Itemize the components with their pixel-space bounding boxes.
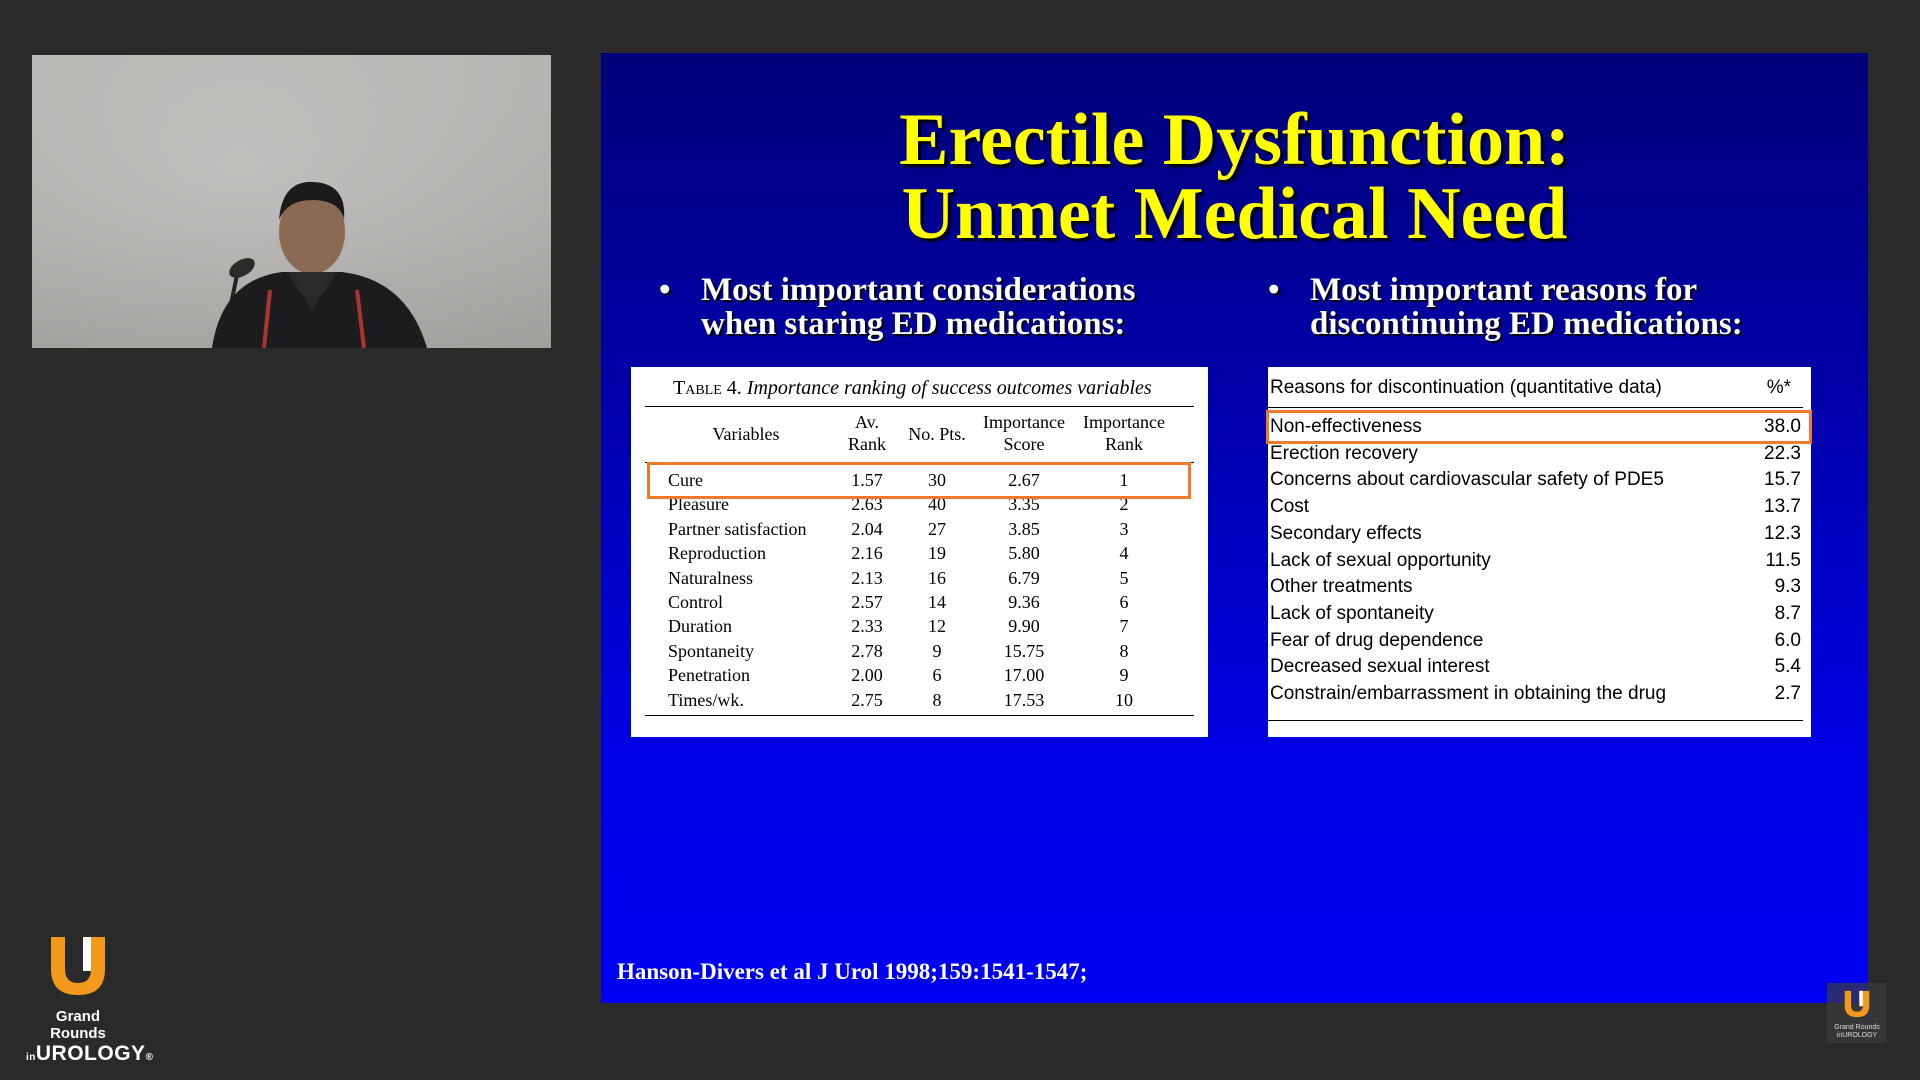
header-text: Av. [855,412,879,432]
reasons-row-label: Fear of drug dependence [1270,629,1484,651]
table4-cell-rank: 10 [1115,689,1133,710]
table4-cell-rank: 6 [1119,592,1129,612]
reasons-row-label: Decreased sexual interest [1270,656,1490,678]
logo-line2 [26,1042,154,1066]
table4-rule-top [645,406,1194,407]
bullet-dot: • [659,272,671,308]
table4-cell-variable: Spontaneity [668,640,754,661]
reasons-row [1268,576,1811,602]
reasons-row [1268,496,1811,522]
reasons-row [1268,656,1811,682]
reasons-row [1268,550,1811,576]
table4-cell-rank: 2 [1119,494,1129,515]
table4-cell-rank: 4 [1119,543,1129,564]
table4-cell-score: 5.80 [1008,543,1040,564]
reasons-row-value: 22.3 [1764,442,1801,464]
table4-cell-variable: Times/wk. [668,689,744,710]
table4-caption [673,377,1152,400]
table4-header-av-rank [837,411,897,455]
reasons-row-value: 9.3 [1774,576,1801,598]
table4-rule-bottom [645,715,1194,716]
table4-row [631,568,1208,592]
table4-row [631,690,1208,714]
table4-cell-no-pts: 16 [928,567,946,588]
table4-cell-no-pts: 30 [928,470,946,490]
reasons-header [1268,377,1811,401]
table4-cell-variable: Reproduction [668,543,766,564]
table4-cell-score: 6.79 [1008,567,1040,588]
table4-cell-variable: Naturalness [668,567,753,588]
table4-cell-av-rank: 2.04 [851,518,883,539]
reasons-row-value: 13.7 [1764,496,1801,518]
reasons-row-label: Concerns about cardiovascular safety of PDE5 [1270,469,1664,491]
bullet-right-line1: Most important reasons for [1310,272,1698,308]
watermark-urology: UROLOGY [1842,1032,1878,1039]
table4-cell-rank: 8 [1119,640,1129,661]
reasons-header-value: %* [1766,377,1791,398]
table4-cell-av-rank: 2.78 [851,640,883,661]
table4-row [631,543,1208,567]
header-text: Rank [1105,434,1143,454]
table4-cell-variable: Control [668,592,724,612]
table4-cell-variable: Cure [668,470,703,490]
logo-mark: ® [145,1052,154,1063]
speaker-silhouette [192,180,442,348]
table4-cell-rank: 7 [1119,616,1129,637]
u-logo-icon-small [1842,989,1872,1019]
table4-cell-variable: Partner satisfaction [668,518,807,539]
table4-cell-score: 2.67 [1008,470,1040,490]
reasons-header-label: Reasons for discontinuation (quantitative data) [1270,377,1662,398]
table4-row [631,616,1208,640]
table4-row [631,641,1208,665]
table4-cell-variable: Duration [668,616,732,637]
grand-rounds-logo [26,933,154,1066]
header-text: Importance [1083,412,1165,432]
table4-cell-no-pts: 12 [928,616,946,637]
reasons-row-label: Cost [1270,496,1310,518]
reasons-row-value: 11.5 [1765,549,1801,571]
reasons-row [1268,523,1811,549]
table4-cell-av-rank: 2.57 [851,592,883,612]
watermark-line2 [1827,1032,1887,1040]
reasons-row-label: Lack of spontaneity [1270,602,1434,624]
reasons-row-value: 5.4 [1774,656,1801,678]
header-text: Importance [983,412,1065,432]
reasons-row-value: 8.7 [1774,602,1801,624]
bullet-left-line2: when staring ED medications: [701,306,1126,342]
table4-cell-no-pts: 9 [932,640,942,661]
table4-cell-av-rank: 2.00 [851,665,883,686]
table4-cell-av-rank: 2.33 [851,616,883,637]
table4-cell-no-pts: 8 [932,689,942,710]
table4-cell-rank: 9 [1119,665,1129,686]
reasons-row-value: 15.7 [1764,469,1801,491]
table4-cell-no-pts: 6 [932,665,942,686]
reasons-row-label: Erection recovery [1270,442,1418,464]
table4-importance-ranking [631,367,1208,737]
highlight-box-cure [647,462,1191,499]
table4-cell-variable: Penetration [668,665,750,686]
highlight-box-non-effectiveness [1266,410,1812,444]
reasons-row [1268,469,1811,495]
reasons-row-label: Constrain/embarrassment in obtaining the drug [1270,683,1667,704]
table4-cell-no-pts: 14 [928,592,946,612]
u-logo-icon [45,933,111,999]
table4-row [631,592,1208,616]
table4-header-variables: Variables [712,424,780,444]
slide-title-line1: Erectile Dysfunction: [899,99,1570,181]
table4-row [631,519,1208,543]
reasons-rule-bottom [1268,720,1803,721]
table4-cell-variable: Pleasure [668,494,729,515]
webcam-video [32,55,551,348]
reasons-row-value: 38.0 [1764,416,1801,437]
bullet-left-line1: Most important considerations [701,272,1136,308]
table4-cell-av-rank: 2.16 [851,543,883,564]
table4-caption-label: Table 4. [673,377,742,399]
table4-cell-no-pts: 19 [928,543,946,564]
table4-cell-rank: 1 [1119,470,1129,490]
table4-cell-rank: 3 [1119,518,1129,539]
table4-cell-no-pts: 27 [928,518,946,539]
table4-cell-av-rank: 2.75 [851,689,883,710]
header-text: Rank [848,434,886,454]
table4-cell-no-pts: 40 [928,494,946,515]
slide-title [601,99,1868,255]
slide-citation: Hanson-Divers et al J Urol 1998;159:1541-1547; [617,959,1088,984]
table4-cell-score: 3.85 [1008,518,1040,539]
table4-cell-score: 9.90 [1008,616,1040,637]
slide-title-line2: Unmet Medical Need [901,173,1568,255]
reasons-row [1268,683,1811,709]
reasons-row [1268,630,1811,656]
watermark-logo [1827,983,1887,1043]
watermark-prefix: in [1836,1032,1843,1039]
table4-header-no-pts: No. Pts. [908,424,966,444]
table4-caption-text: Importance ranking of success outcomes variables [746,377,1152,399]
bullet-right-line2: discontinuing ED medications: [1310,306,1743,342]
bullet-dot: • [1268,272,1280,308]
table4-cell-score: 15.75 [1003,640,1045,661]
logo-line1: Grand Rounds [50,1008,106,1042]
table4-cell-av-rank: 1.57 [851,470,883,490]
logo-urology: UROLOGY [35,1042,146,1065]
reasons-row [1268,603,1811,629]
table4-cell-rank: 5 [1119,567,1129,588]
reasons-rule-top [1268,407,1803,408]
reasons-row-value: 12.3 [1764,522,1801,544]
reasons-row-label: Non-effectiveness [1270,416,1422,437]
table4-cell-score: 3.35 [1008,494,1040,515]
table4-header-importance-rank [1074,411,1174,455]
table4-cell-av-rank: 2.63 [851,494,883,515]
reasons-row-label: Lack of sexual opportunity [1270,549,1491,571]
logo-prefix: in [26,1052,36,1063]
reasons-row-label: Other treatments [1270,576,1413,598]
table4-cell-score: 17.53 [1003,689,1045,710]
watermark-line1: Grand Rounds [1834,1024,1880,1031]
table4-cell-score: 9.36 [1008,592,1040,612]
table4-cell-av-rank: 2.13 [851,567,883,588]
table4-header-importance-score [974,411,1074,455]
reasons-row-value: 2.7 [1774,683,1801,704]
table4-cell-score: 17.00 [1003,665,1045,686]
header-text: Score [1003,434,1045,454]
reasons-discontinuation-table [1268,367,1811,737]
reasons-row [1268,443,1811,469]
reasons-row-label: Secondary effects [1270,522,1422,544]
table4-row [631,665,1208,689]
reasons-row-value: 6.0 [1774,629,1801,651]
presentation-slide [601,53,1868,1003]
